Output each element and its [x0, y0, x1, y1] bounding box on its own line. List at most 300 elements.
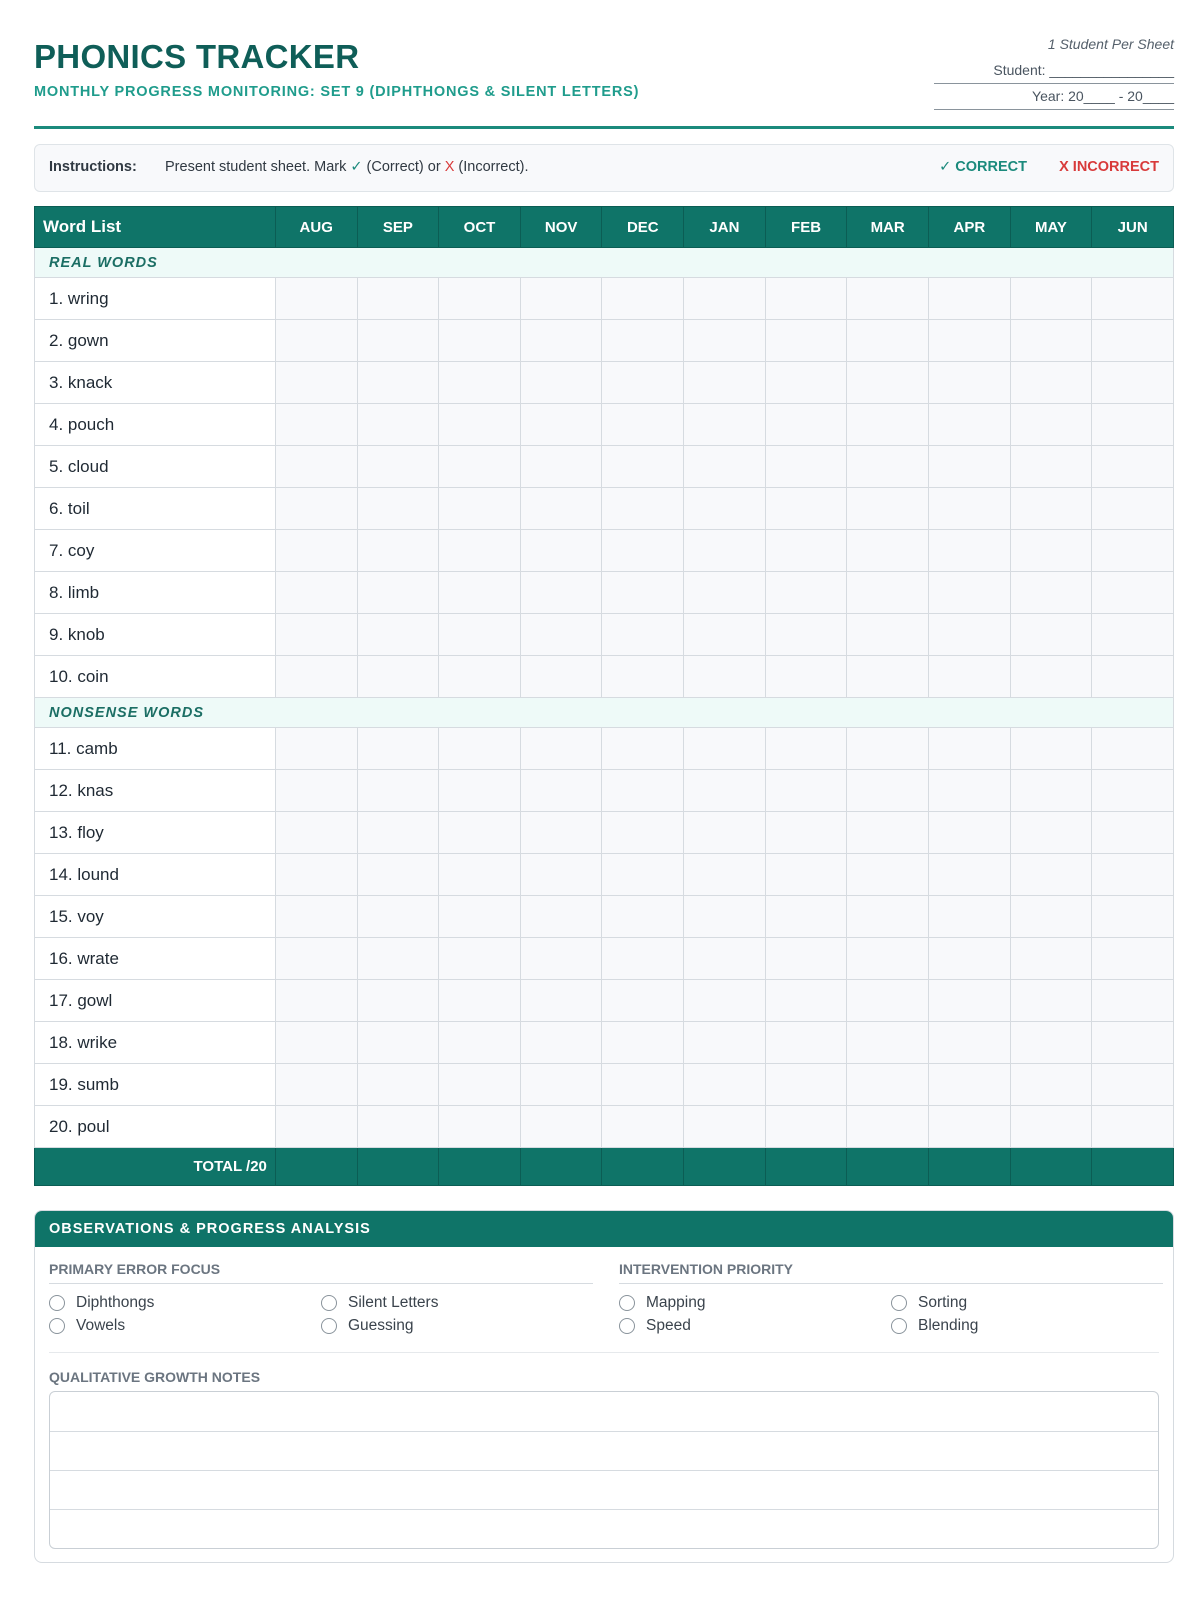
mark-cell[interactable]: [1010, 938, 1092, 980]
mark-cell[interactable]: [357, 362, 439, 404]
mark-cell[interactable]: [1010, 770, 1092, 812]
total-cell[interactable]: [1010, 1148, 1092, 1186]
mark-cell[interactable]: [847, 614, 929, 656]
mark-cell[interactable]: [1010, 278, 1092, 320]
mark-cell[interactable]: [684, 656, 766, 698]
mark-cell[interactable]: [847, 404, 929, 446]
mark-cell[interactable]: [1010, 1022, 1092, 1064]
mark-cell[interactable]: [1092, 1106, 1174, 1148]
intervention-label: INTERVENTION PRIORITY: [619, 1261, 1163, 1284]
month-header-jun: JUN: [1092, 207, 1174, 248]
option-mapping[interactable]: [619, 1294, 705, 1312]
mark-cell[interactable]: [1010, 320, 1092, 362]
mark-cell[interactable]: [520, 1022, 602, 1064]
option-vowels[interactable]: [49, 1317, 125, 1335]
word-cell: 9. knob: [35, 614, 276, 656]
mark-cell[interactable]: [275, 1064, 357, 1106]
mark-cell[interactable]: [765, 404, 847, 446]
mark-cell[interactable]: [275, 938, 357, 980]
mark-cell[interactable]: [1010, 656, 1092, 698]
mark-cell[interactable]: [929, 614, 1011, 656]
mark-cell[interactable]: [1092, 728, 1174, 770]
mark-cell[interactable]: [1010, 1064, 1092, 1106]
mark-cell[interactable]: [847, 572, 929, 614]
instructions-text: [165, 159, 529, 175]
mark-cell[interactable]: [275, 656, 357, 698]
word-cell: 15. voy: [35, 896, 276, 938]
mark-cell[interactable]: [684, 728, 766, 770]
mark-cell[interactable]: [847, 854, 929, 896]
mark-cell[interactable]: [275, 530, 357, 572]
mark-cell[interactable]: [439, 728, 521, 770]
mark-cell[interactable]: [275, 446, 357, 488]
option-label: Blending: [918, 1317, 979, 1334]
mark-cell[interactable]: [357, 938, 439, 980]
mark-cell[interactable]: [602, 854, 684, 896]
mark-cell[interactable]: [357, 446, 439, 488]
word-cell: 3. knack: [35, 362, 276, 404]
header-divider: [34, 126, 1174, 129]
option-silent-letters[interactable]: [321, 1294, 438, 1312]
table-row: [35, 1022, 1174, 1064]
instructions-text-middle: (Correct) or: [362, 159, 445, 175]
mark-cell[interactable]: [520, 530, 602, 572]
mark-cell[interactable]: [275, 572, 357, 614]
word-cell: 4. pouch: [35, 404, 276, 446]
month-header-mar: MAR: [847, 207, 929, 248]
mark-cell[interactable]: [520, 278, 602, 320]
mark-cell[interactable]: [275, 770, 357, 812]
mark-cell[interactable]: [847, 530, 929, 572]
radio-icon[interactable]: [321, 1318, 337, 1334]
mark-cell[interactable]: [1092, 1022, 1174, 1064]
mark-cell[interactable]: [929, 362, 1011, 404]
mark-cell[interactable]: [439, 614, 521, 656]
year-field[interactable]: Year: 20____ - 20____: [934, 84, 1174, 110]
mark-cell[interactable]: [684, 1106, 766, 1148]
mark-cell[interactable]: [847, 488, 929, 530]
table-row: [35, 1106, 1174, 1148]
mark-cell[interactable]: [684, 854, 766, 896]
mark-cell[interactable]: [602, 1064, 684, 1106]
mark-cell[interactable]: [929, 278, 1011, 320]
mark-cell[interactable]: [1092, 404, 1174, 446]
mark-cell[interactable]: [1092, 770, 1174, 812]
option-sorting[interactable]: [891, 1294, 967, 1312]
mark-cell[interactable]: [684, 404, 766, 446]
mark-cell[interactable]: [929, 446, 1011, 488]
mark-cell[interactable]: [1010, 446, 1092, 488]
mark-cell[interactable]: [1010, 980, 1092, 1022]
mark-cell[interactable]: [439, 488, 521, 530]
mark-cell[interactable]: [847, 1022, 929, 1064]
mark-cell[interactable]: [520, 980, 602, 1022]
month-header-may: MAY: [1010, 207, 1092, 248]
mark-cell[interactable]: [520, 404, 602, 446]
mark-cell[interactable]: [520, 446, 602, 488]
mark-cell[interactable]: [1092, 446, 1174, 488]
mark-cell[interactable]: [275, 362, 357, 404]
tracker-table: [34, 206, 1174, 1186]
mark-cell[interactable]: [929, 320, 1011, 362]
mark-cell[interactable]: [1092, 530, 1174, 572]
mark-cell[interactable]: [765, 728, 847, 770]
instructions-bar: [34, 144, 1174, 192]
mark-cell[interactable]: [1092, 278, 1174, 320]
mark-cell[interactable]: [765, 1106, 847, 1148]
table-row: [35, 572, 1174, 614]
mark-cell[interactable]: [520, 572, 602, 614]
mark-cell[interactable]: [602, 728, 684, 770]
mark-cell[interactable]: [765, 1022, 847, 1064]
word-cell: 10. coin: [35, 656, 276, 698]
total-cell[interactable]: [602, 1148, 684, 1186]
mark-cell[interactable]: [1010, 812, 1092, 854]
mark-cell[interactable]: [1092, 980, 1174, 1022]
mark-cell[interactable]: [1092, 362, 1174, 404]
mark-cell[interactable]: [275, 896, 357, 938]
mark-cell[interactable]: [1092, 854, 1174, 896]
word-cell: 19. sumb: [35, 1064, 276, 1106]
mark-cell[interactable]: [357, 278, 439, 320]
option-diphthongs[interactable]: [49, 1294, 154, 1312]
mark-cell[interactable]: [765, 656, 847, 698]
total-cell[interactable]: [1092, 1148, 1174, 1186]
table-row: [35, 278, 1174, 320]
mark-cell[interactable]: [602, 980, 684, 1022]
total-cell[interactable]: [929, 1148, 1011, 1186]
mark-cell[interactable]: [929, 1022, 1011, 1064]
mark-cell[interactable]: [520, 488, 602, 530]
mark-cell[interactable]: [439, 770, 521, 812]
mark-cell[interactable]: [929, 404, 1011, 446]
mark-cell[interactable]: [847, 770, 929, 812]
word-cell: 16. wrate: [35, 938, 276, 980]
mark-cell[interactable]: [275, 1022, 357, 1064]
phonics-tracker-sheet: [34, 0, 1174, 1385]
option-guessing[interactable]: [321, 1317, 413, 1335]
mark-cell[interactable]: [684, 812, 766, 854]
mark-cell[interactable]: [684, 572, 766, 614]
word-cell: 7. coy: [35, 530, 276, 572]
mark-cell[interactable]: [357, 980, 439, 1022]
mark-cell[interactable]: [357, 1022, 439, 1064]
total-label: TOTAL /20: [35, 1148, 276, 1186]
total-cell[interactable]: [275, 1148, 357, 1186]
option-label: Speed: [646, 1317, 691, 1334]
mark-cell[interactable]: [357, 812, 439, 854]
student-meta: [934, 36, 1174, 110]
mark-cell[interactable]: [357, 728, 439, 770]
mark-cell[interactable]: [439, 278, 521, 320]
mark-cell[interactable]: [684, 938, 766, 980]
mark-cell[interactable]: [1092, 488, 1174, 530]
mark-cell[interactable]: [439, 1106, 521, 1148]
table-row: [35, 362, 1174, 404]
radio-icon[interactable]: [321, 1295, 337, 1311]
word-cell: 13. floy: [35, 812, 276, 854]
mark-cell[interactable]: [602, 530, 684, 572]
total-cell[interactable]: [847, 1148, 929, 1186]
mark-cell[interactable]: [602, 320, 684, 362]
mark-cell[interactable]: [929, 488, 1011, 530]
mark-cell[interactable]: [602, 362, 684, 404]
radio-icon[interactable]: [891, 1295, 907, 1311]
mark-cell[interactable]: [520, 770, 602, 812]
mark-cell[interactable]: [1092, 812, 1174, 854]
mark-cell[interactable]: [929, 728, 1011, 770]
mark-cell[interactable]: [1010, 572, 1092, 614]
mark-cell[interactable]: [275, 320, 357, 362]
mark-cell[interactable]: [847, 980, 929, 1022]
notes-line: [50, 1470, 1158, 1471]
mark-cell[interactable]: [1092, 896, 1174, 938]
mark-cell[interactable]: [520, 362, 602, 404]
mark-cell[interactable]: [929, 938, 1011, 980]
mark-cell[interactable]: [929, 980, 1011, 1022]
instructions-label: Instructions:: [49, 159, 137, 175]
mark-cell[interactable]: [439, 572, 521, 614]
mark-cell[interactable]: [357, 770, 439, 812]
mark-cell[interactable]: [357, 896, 439, 938]
mark-cell[interactable]: [357, 1106, 439, 1148]
mark-cell[interactable]: [439, 530, 521, 572]
mark-cell[interactable]: [765, 1064, 847, 1106]
mark-cell[interactable]: [357, 320, 439, 362]
mark-cell[interactable]: [929, 896, 1011, 938]
mark-cell[interactable]: [929, 1106, 1011, 1148]
mark-cell[interactable]: [847, 446, 929, 488]
mark-cell[interactable]: [520, 656, 602, 698]
mark-cell[interactable]: [1092, 1064, 1174, 1106]
mark-cell[interactable]: [357, 854, 439, 896]
mark-cell[interactable]: [439, 446, 521, 488]
mark-cell[interactable]: [275, 278, 357, 320]
section-row: [35, 698, 1174, 728]
radio-icon[interactable]: [891, 1318, 907, 1334]
mark-cell[interactable]: [1010, 1106, 1092, 1148]
mark-cell[interactable]: [439, 854, 521, 896]
table-row: [35, 656, 1174, 698]
page-subtitle: MONTHLY PROGRESS MONITORING: SET 9 (DIPHTHONGS & SILENT LETTERS): [34, 84, 640, 100]
table-row: [35, 614, 1174, 656]
mark-cell[interactable]: [357, 488, 439, 530]
month-header-dec: DEC: [602, 207, 684, 248]
mark-cell[interactable]: [684, 320, 766, 362]
option-blending[interactable]: [891, 1317, 978, 1335]
sheet-note: 1 Student Per Sheet: [1047, 36, 1174, 52]
mark-cell[interactable]: [602, 278, 684, 320]
total-cell[interactable]: [439, 1148, 521, 1186]
mark-cell[interactable]: [520, 1106, 602, 1148]
mark-cell[interactable]: [765, 614, 847, 656]
mark-cell[interactable]: [847, 1106, 929, 1148]
mark-cell[interactable]: [929, 854, 1011, 896]
mark-cell[interactable]: [275, 1106, 357, 1148]
mark-cell[interactable]: [520, 614, 602, 656]
mark-cell[interactable]: [847, 362, 929, 404]
option-label: Guessing: [348, 1317, 414, 1334]
mark-cell[interactable]: [929, 530, 1011, 572]
mark-cell[interactable]: [520, 320, 602, 362]
mark-cell[interactable]: [439, 1022, 521, 1064]
word-cell: 20. poul: [35, 1106, 276, 1148]
option-speed[interactable]: [619, 1317, 691, 1335]
mark-cell[interactable]: [684, 488, 766, 530]
mark-cell[interactable]: [765, 896, 847, 938]
mark-cell[interactable]: [1010, 362, 1092, 404]
mark-cell[interactable]: [765, 488, 847, 530]
mark-cell[interactable]: [357, 1064, 439, 1106]
mark-cell[interactable]: [847, 278, 929, 320]
mark-cell[interactable]: [520, 1064, 602, 1106]
word-cell: 17. gowl: [35, 980, 276, 1022]
option-label: Mapping: [646, 1294, 706, 1311]
mark-cell[interactable]: [602, 812, 684, 854]
mark-cell[interactable]: [520, 812, 602, 854]
mark-cell[interactable]: [275, 488, 357, 530]
total-cell[interactable]: [765, 1148, 847, 1186]
mark-cell[interactable]: [1010, 614, 1092, 656]
mark-cell[interactable]: [602, 656, 684, 698]
mark-cell[interactable]: [602, 614, 684, 656]
radio-icon[interactable]: [49, 1318, 65, 1334]
mark-cell[interactable]: [275, 614, 357, 656]
mark-cell[interactable]: [1092, 656, 1174, 698]
mark-cell[interactable]: [439, 938, 521, 980]
mark-cell[interactable]: [1010, 896, 1092, 938]
observations-divider: [49, 1352, 1159, 1353]
mark-cell[interactable]: [684, 614, 766, 656]
mark-cell[interactable]: [439, 980, 521, 1022]
mark-cell[interactable]: [1010, 854, 1092, 896]
mark-cell[interactable]: [357, 656, 439, 698]
month-header-nov: NOV: [520, 207, 602, 248]
mark-cell[interactable]: [1092, 938, 1174, 980]
mark-cell[interactable]: [275, 980, 357, 1022]
mark-cell[interactable]: [602, 1106, 684, 1148]
mark-cell[interactable]: [684, 770, 766, 812]
mark-cell[interactable]: [439, 812, 521, 854]
mark-cell[interactable]: [520, 896, 602, 938]
mark-cell[interactable]: [684, 1022, 766, 1064]
mark-cell[interactable]: [929, 770, 1011, 812]
mark-cell[interactable]: [1010, 404, 1092, 446]
mark-cell[interactable]: [357, 530, 439, 572]
notes-line: [50, 1431, 1158, 1432]
radio-icon[interactable]: [619, 1295, 635, 1311]
total-cell[interactable]: [357, 1148, 439, 1186]
mark-cell[interactable]: [684, 530, 766, 572]
table-row: [35, 728, 1174, 770]
mark-cell[interactable]: [765, 854, 847, 896]
mark-cell[interactable]: [929, 812, 1011, 854]
mark-cell[interactable]: [439, 404, 521, 446]
mark-cell[interactable]: [602, 896, 684, 938]
mark-cell[interactable]: [602, 446, 684, 488]
mark-cell[interactable]: [765, 320, 847, 362]
mark-cell[interactable]: [357, 614, 439, 656]
mark-cell[interactable]: [684, 1064, 766, 1106]
mark-cell[interactable]: [684, 980, 766, 1022]
mark-cell[interactable]: [439, 320, 521, 362]
mark-cell[interactable]: [520, 938, 602, 980]
mark-cell[interactable]: [929, 656, 1011, 698]
mark-cell[interactable]: [1092, 572, 1174, 614]
total-cell[interactable]: [520, 1148, 602, 1186]
mark-cell[interactable]: [439, 896, 521, 938]
mark-cell[interactable]: [439, 362, 521, 404]
intervention-group: [619, 1261, 1163, 1346]
mark-cell[interactable]: [765, 362, 847, 404]
mark-cell[interactable]: [1010, 728, 1092, 770]
table-row: [35, 980, 1174, 1022]
x-mark-icon: X: [444, 159, 455, 175]
mark-cell[interactable]: [929, 572, 1011, 614]
mark-cell[interactable]: [765, 938, 847, 980]
mark-cell[interactable]: [847, 656, 929, 698]
mark-cell[interactable]: [602, 770, 684, 812]
mark-cell[interactable]: [439, 1064, 521, 1106]
mark-cell[interactable]: [684, 896, 766, 938]
mark-cell[interactable]: [684, 446, 766, 488]
mark-cell[interactable]: [765, 770, 847, 812]
mark-cell[interactable]: [847, 1064, 929, 1106]
mark-cell[interactable]: [602, 488, 684, 530]
mark-cell[interactable]: [847, 320, 929, 362]
mark-cell[interactable]: [1010, 488, 1092, 530]
mark-cell[interactable]: [684, 362, 766, 404]
mark-cell[interactable]: [1010, 530, 1092, 572]
mark-cell[interactable]: [520, 728, 602, 770]
mark-cell[interactable]: [602, 1022, 684, 1064]
mark-cell[interactable]: [847, 728, 929, 770]
mark-cell[interactable]: [765, 278, 847, 320]
mark-cell[interactable]: [602, 938, 684, 980]
observations-panel: [34, 1210, 1174, 1563]
section-title: REAL WORDS: [35, 248, 1174, 278]
month-header-sep: SEP: [357, 207, 439, 248]
mark-cell[interactable]: [765, 530, 847, 572]
mark-cell[interactable]: [929, 1064, 1011, 1106]
mark-cell[interactable]: [684, 278, 766, 320]
mark-cell[interactable]: [765, 446, 847, 488]
mark-cell[interactable]: [357, 572, 439, 614]
growth-notes-area[interactable]: [49, 1391, 1159, 1549]
mark-cell[interactable]: [275, 812, 357, 854]
mark-cell[interactable]: [1092, 320, 1174, 362]
student-field[interactable]: Student: ________________: [934, 58, 1174, 84]
mark-cell[interactable]: [275, 728, 357, 770]
mark-cell[interactable]: [847, 938, 929, 980]
mark-cell[interactable]: [847, 896, 929, 938]
mark-cell[interactable]: [439, 656, 521, 698]
mark-cell[interactable]: [275, 854, 357, 896]
mark-cell[interactable]: [1092, 614, 1174, 656]
total-cell[interactable]: [684, 1148, 766, 1186]
mark-cell[interactable]: [357, 404, 439, 446]
mark-cell[interactable]: [765, 812, 847, 854]
mark-cell[interactable]: [602, 572, 684, 614]
mark-cell[interactable]: [765, 980, 847, 1022]
radio-icon[interactable]: [619, 1318, 635, 1334]
mark-cell[interactable]: [847, 812, 929, 854]
mark-cell[interactable]: [520, 854, 602, 896]
mark-cell[interactable]: [602, 404, 684, 446]
mark-cell[interactable]: [275, 404, 357, 446]
mark-cell[interactable]: [765, 572, 847, 614]
radio-icon[interactable]: [49, 1295, 65, 1311]
